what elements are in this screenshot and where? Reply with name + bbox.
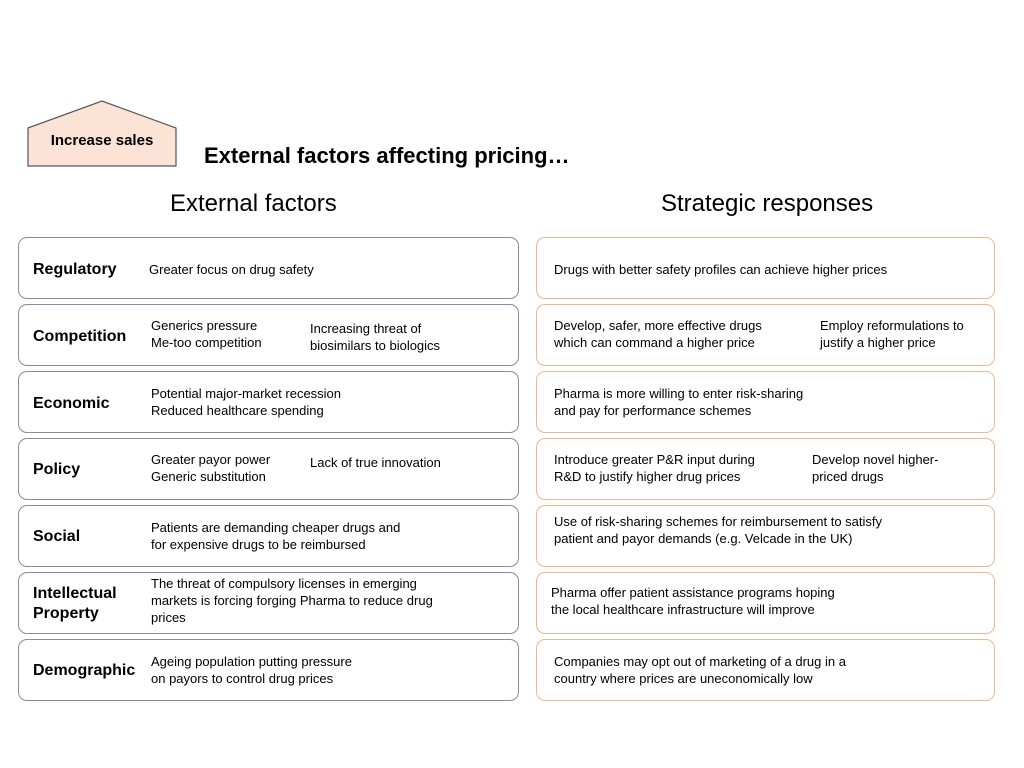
category-label: Policy: [33, 461, 81, 478]
response-text: Use of risk-sharing schemes for reimbursement to satisfy patient and payor demands (e.g. Velcade in the UK): [554, 514, 882, 546]
response-box-policy: [536, 438, 995, 500]
category-label: Intellectual Property: [33, 585, 117, 622]
category-label: Economic: [33, 395, 110, 412]
factor-text: The threat of compulsory licenses in emerging markets is forcing forging Pharma to reduce drug prices: [151, 576, 433, 625]
category-label: Demographic: [33, 662, 136, 679]
factor-box-economic: [18, 371, 519, 433]
increase-sales-badge: [26, 100, 178, 168]
response-box-social: [536, 505, 995, 567]
response-text: Introduce greater P&R input during R&D to justify higher drug prices: [554, 452, 755, 484]
category-label: Social: [33, 528, 81, 545]
factor-text: Lack of true innovation: [310, 455, 441, 470]
factor-text: Potential major-market recession Reduced healthcare spending: [151, 386, 342, 418]
factor-box-policy: [18, 438, 519, 500]
external-factors-heading: External factors: [170, 190, 337, 217]
response-text: Pharma offer patient assistance programs hoping the local healthcare infrastructure will improve: [551, 585, 835, 617]
factor-text: Increasing threat of biosimilars to biologics: [310, 321, 441, 353]
response-text: Develop, safer, more effective drugs which can command a higher price: [554, 318, 762, 350]
response-box-intellectual-property: [536, 572, 995, 634]
strategic-responses-heading: Strategic responses: [661, 190, 874, 217]
factor-box-intellectual-property: [18, 572, 519, 634]
response-box-regulatory: [536, 237, 995, 299]
factor-box-social: [18, 505, 519, 567]
response-text: Companies may opt out of marketing of a drug in a country where prices are uneconomically low: [554, 654, 846, 686]
response-box-competition: [536, 304, 995, 366]
response-text: Develop novel higher- priced drugs: [812, 452, 939, 484]
factor-box-regulatory: [18, 237, 519, 299]
response-text: Employ reformulations to justify a higher price: [820, 318, 964, 350]
factor-box-demographic: [18, 639, 519, 701]
response-box-economic: [536, 371, 995, 433]
response-text: Pharma is more willing to enter risk-sharing and pay for performance schemes: [554, 386, 804, 418]
page-title: External factors affecting pricing…: [204, 143, 570, 168]
factor-text: Generics pressure Me-too competition: [151, 318, 262, 350]
factor-text: Greater focus on drug safety: [149, 262, 314, 277]
response-box-demographic: [536, 639, 995, 701]
category-label: Regulatory: [33, 261, 117, 278]
factor-box-competition: [18, 304, 519, 366]
factor-text: Ageing population putting pressure on payors to control drug prices: [151, 654, 352, 686]
factor-text: Patients are demanding cheaper drugs and for expensive drugs to be reimbursed: [151, 520, 401, 552]
response-text: Drugs with better safety profiles can achieve higher prices: [554, 262, 888, 277]
factor-text: Greater payor power Generic substitution: [151, 452, 271, 484]
category-label: Competition: [33, 328, 127, 345]
badge-label: Increase sales: [50, 132, 154, 149]
